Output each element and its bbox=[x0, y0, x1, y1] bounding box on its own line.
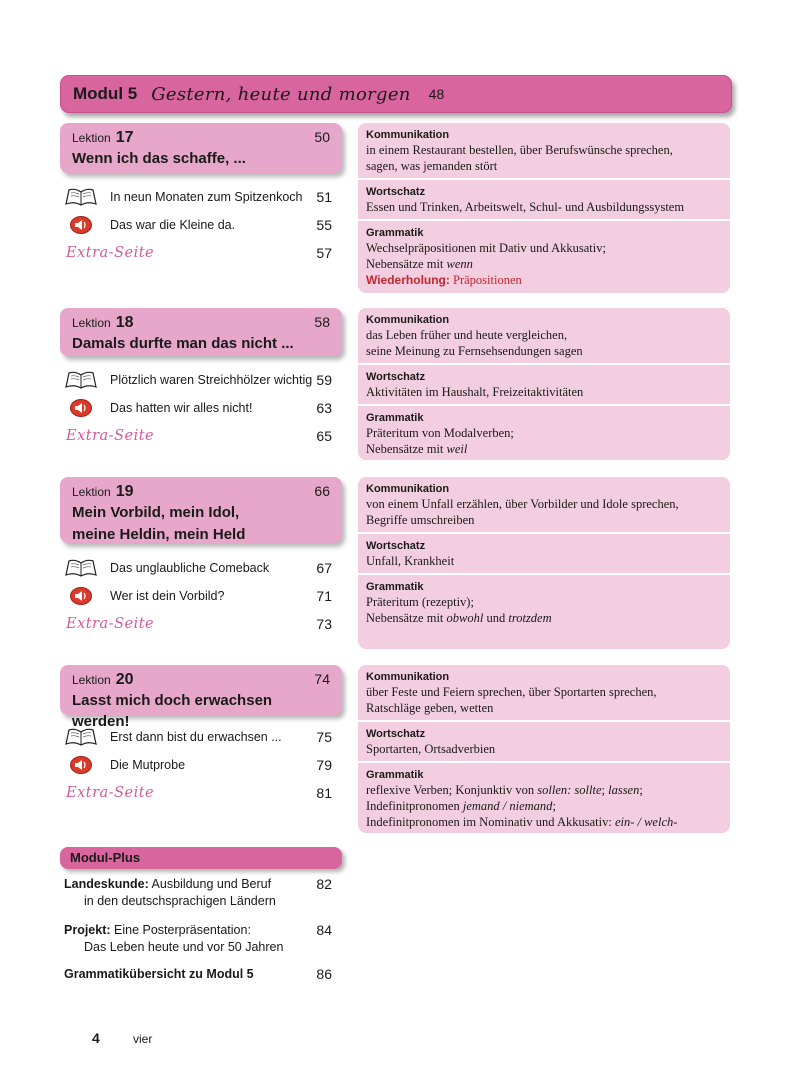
review-label: Wiederholung: bbox=[366, 273, 450, 287]
page-number: 4 bbox=[92, 1030, 100, 1046]
book-icon bbox=[64, 369, 98, 391]
kommunikation-section bbox=[358, 308, 730, 365]
section-line: das Leben früher und heute vergleichen, bbox=[366, 328, 568, 342]
sub-page: 59 bbox=[316, 372, 332, 388]
module-page: 48 bbox=[428, 86, 445, 102]
section-line: Begriffe umschreiben bbox=[366, 513, 475, 527]
entry-label: Projekt: bbox=[64, 923, 111, 937]
speaker-icon bbox=[64, 585, 98, 607]
lesson-word: Lektion bbox=[72, 673, 111, 687]
lesson-number: 17 bbox=[115, 129, 134, 146]
book-icon bbox=[64, 557, 98, 579]
italic-term: obwohl bbox=[446, 611, 484, 625]
section-heading: Wortschatz bbox=[366, 540, 426, 552]
speaker-icon bbox=[64, 214, 98, 236]
text-segment: Nebensätze mit bbox=[366, 442, 447, 456]
entry-page: 82 bbox=[316, 876, 332, 892]
sub-page: 67 bbox=[316, 560, 332, 576]
lesson-title: Mein Vorbild, mein Idol, bbox=[72, 504, 240, 521]
text-segment: ; bbox=[601, 783, 609, 797]
section-line bbox=[366, 814, 722, 830]
review-text: Präpositionen bbox=[449, 273, 522, 287]
section-line: Unfall, Krankheit bbox=[366, 554, 455, 568]
grammatik-section bbox=[358, 763, 730, 833]
section-heading: Wortschatz bbox=[366, 728, 426, 740]
extra-page-label: Extra-Seite bbox=[66, 616, 155, 632]
section-line: seine Meinung zu Fernsehsendungen sagen bbox=[366, 344, 583, 358]
lesson-20-box[interactable] bbox=[60, 665, 342, 730]
lesson-number: 18 bbox=[115, 314, 134, 331]
section-line: Präteritum (rezeptiv); bbox=[366, 595, 474, 609]
wortschatz-section bbox=[358, 365, 730, 406]
speaker-icon bbox=[64, 754, 98, 776]
entry-page: 86 bbox=[316, 966, 332, 982]
italic-term: wenn bbox=[446, 257, 473, 271]
sub-page: 71 bbox=[316, 588, 332, 604]
section-line bbox=[366, 256, 722, 272]
entry-text: Ausbildung und Beruf bbox=[151, 877, 272, 891]
sub-page: 63 bbox=[316, 400, 332, 416]
module-title: Gestern, heute und morgen bbox=[151, 83, 411, 105]
entry-label: Grammatikübersicht zu Modul 5 bbox=[64, 967, 254, 981]
italic-term: jemand / niemand bbox=[462, 799, 553, 813]
italic-term: weil bbox=[446, 442, 468, 456]
section-line: Sportarten, Ortsadverbien bbox=[366, 742, 496, 756]
module-header bbox=[60, 75, 732, 113]
lesson-page: 58 bbox=[314, 314, 330, 330]
extra-page-label: Extra-Seite bbox=[66, 428, 155, 444]
section-heading: Wortschatz bbox=[366, 186, 426, 198]
book-icon bbox=[64, 186, 98, 208]
lesson-number: 19 bbox=[115, 483, 134, 500]
section-line: sagen, was jemanden stört bbox=[366, 159, 498, 173]
lesson-page: 50 bbox=[314, 129, 330, 145]
section-line bbox=[366, 798, 722, 814]
lesson-title: Wenn ich das schaffe, ... bbox=[72, 150, 246, 167]
text-segment: und bbox=[483, 611, 509, 625]
grammatik-section bbox=[358, 575, 730, 630]
projekt-entry[interactable] bbox=[64, 922, 332, 956]
lesson-page: 74 bbox=[314, 671, 330, 687]
wortschatz-section bbox=[358, 180, 730, 221]
speaker-icon bbox=[64, 397, 98, 419]
sub-title: Erst dann bist du erwachsen ... bbox=[110, 730, 282, 744]
entry-page: 84 bbox=[316, 922, 332, 938]
lesson-title: Damals durfte man das nicht ... bbox=[72, 335, 294, 352]
italic-term: ein- / welch- bbox=[614, 815, 678, 829]
entry-text: Eine Posterpräsentation: bbox=[114, 923, 251, 937]
lesson-20-details bbox=[358, 665, 730, 833]
lesson-word: Lektion bbox=[72, 131, 111, 145]
book-icon bbox=[64, 726, 98, 748]
italic-term: sollen: sollte bbox=[537, 783, 602, 797]
italic-term: lassen bbox=[608, 783, 640, 797]
sub-page: 57 bbox=[316, 245, 332, 261]
section-line: Aktivitäten im Haushalt, Freizeitaktivitäten bbox=[366, 385, 584, 399]
grammatik-section bbox=[358, 221, 730, 292]
sub-page: 55 bbox=[316, 217, 332, 233]
sub-title: Plötzlich waren Streichhölzer wichtig bbox=[110, 373, 313, 387]
section-heading: Kommunikation bbox=[366, 671, 450, 683]
section-heading: Grammatik bbox=[366, 581, 424, 593]
kommunikation-section bbox=[358, 665, 730, 722]
extra-page-label: Extra-Seite bbox=[66, 785, 155, 801]
text-segment: ; bbox=[639, 783, 643, 797]
grammatik-section bbox=[358, 406, 730, 460]
section-line bbox=[366, 782, 722, 798]
section-line bbox=[366, 441, 722, 457]
section-heading: Wortschatz bbox=[366, 371, 426, 383]
lesson-17-box[interactable] bbox=[60, 123, 342, 173]
section-heading: Kommunikation bbox=[366, 129, 450, 141]
lesson-17-sub-1[interactable] bbox=[64, 186, 332, 208]
text-segment: reflexive Verben; Konjunktiv von bbox=[366, 783, 538, 797]
lesson-title: Lasst mich doch erwachsen werden! bbox=[72, 692, 273, 730]
wortschatz-section bbox=[358, 534, 730, 575]
entry-text-cont: in den deutschsprachigen Ländern bbox=[84, 894, 276, 908]
lesson-18-extra[interactable] bbox=[64, 425, 332, 447]
sub-page: 81 bbox=[316, 785, 332, 801]
kommunikation-section bbox=[358, 477, 730, 534]
text-segment: ; bbox=[552, 799, 556, 813]
lesson-18-sub-1[interactable] bbox=[64, 369, 332, 391]
sub-page: 65 bbox=[316, 428, 332, 444]
section-heading: Kommunikation bbox=[366, 483, 450, 495]
lesson-page: 66 bbox=[314, 483, 330, 499]
section-heading: Grammatik bbox=[366, 227, 424, 239]
extra-page-label: Extra-Seite bbox=[66, 245, 155, 261]
landeskunde-entry[interactable] bbox=[64, 876, 332, 910]
section-line: über Feste und Feiern sprechen, über Sportarten sprechen, bbox=[366, 685, 657, 699]
text-segment: Nebensätze mit bbox=[366, 257, 447, 271]
section-line: von einem Unfall erzählen, über Vorbilder und Idole sprechen, bbox=[366, 497, 679, 511]
lesson-17-sub-2[interactable] bbox=[64, 214, 332, 236]
lesson-18-details bbox=[358, 308, 730, 460]
sub-page: 73 bbox=[316, 616, 332, 632]
section-heading: Grammatik bbox=[366, 769, 424, 781]
page-number-word: vier bbox=[133, 1032, 153, 1046]
sub-title: Das unglaubliche Comeback bbox=[110, 561, 270, 575]
section-line: Präteritum von Modalverben; bbox=[366, 426, 514, 440]
section-line: in einem Restaurant bestellen, über Berufswünsche sprechen, bbox=[366, 143, 673, 157]
lesson-17-details bbox=[358, 123, 730, 293]
lesson-19-extra[interactable] bbox=[64, 613, 332, 635]
lesson-number: 20 bbox=[115, 671, 134, 688]
sub-page: 75 bbox=[316, 729, 332, 745]
lesson-word: Lektion bbox=[72, 316, 111, 330]
lesson-17-extra[interactable] bbox=[64, 242, 332, 264]
review-line bbox=[366, 272, 722, 288]
sub-title: In neun Monaten zum Spitzenkoch bbox=[110, 190, 303, 204]
grammatik-overview-entry[interactable] bbox=[64, 966, 332, 983]
sub-title: Das war die Kleine da. bbox=[110, 218, 236, 232]
lesson-19-sub-1[interactable] bbox=[64, 557, 332, 579]
section-heading: Kommunikation bbox=[366, 314, 450, 326]
lesson-19-sub-2[interactable] bbox=[64, 585, 332, 607]
section-heading: Grammatik bbox=[366, 412, 424, 424]
lesson-word: Lektion bbox=[72, 485, 111, 499]
lesson-18-box[interactable] bbox=[60, 308, 342, 356]
lesson-19-box[interactable] bbox=[60, 477, 342, 543]
section-line: Ratschläge geben, wetten bbox=[366, 701, 494, 715]
entry-text-cont: Das Leben heute und vor 50 Jahren bbox=[84, 940, 284, 954]
section-line: Wechselpräpositionen mit Dativ und Akkusativ; bbox=[366, 241, 606, 255]
module-label: Modul 5 bbox=[73, 84, 138, 103]
text-segment: Indefinitpronomen im Nominativ und Akkusativ: bbox=[366, 815, 615, 829]
lesson-20-sub-2[interactable] bbox=[64, 754, 332, 776]
lesson-20-sub-1[interactable] bbox=[64, 726, 332, 748]
lesson-title: meine Heldin, mein Held bbox=[72, 526, 246, 543]
lesson-18-sub-2[interactable] bbox=[64, 397, 332, 419]
sub-title: Wer ist dein Vorbild? bbox=[110, 589, 225, 603]
entry-label: Landeskunde: bbox=[64, 877, 149, 891]
modul-plus-header: Modul-Plus bbox=[60, 847, 342, 869]
sub-page: 79 bbox=[316, 757, 332, 773]
sub-title: Das hatten wir alles nicht! bbox=[110, 401, 253, 415]
section-line: Essen und Trinken, Arbeitswelt, Schul- und Ausbildungssystem bbox=[366, 200, 685, 214]
text-segment: Indefinitpronomen bbox=[366, 799, 463, 813]
text-segment: Nebensätze mit bbox=[366, 611, 447, 625]
lesson-20-extra[interactable] bbox=[64, 782, 332, 804]
sub-title: Die Mutprobe bbox=[110, 758, 186, 772]
section-line bbox=[366, 610, 722, 626]
italic-term: trotzdem bbox=[508, 611, 552, 625]
sub-page: 51 bbox=[316, 189, 332, 205]
lesson-19-details bbox=[358, 477, 730, 649]
kommunikation-section bbox=[358, 123, 730, 180]
wortschatz-section bbox=[358, 722, 730, 763]
